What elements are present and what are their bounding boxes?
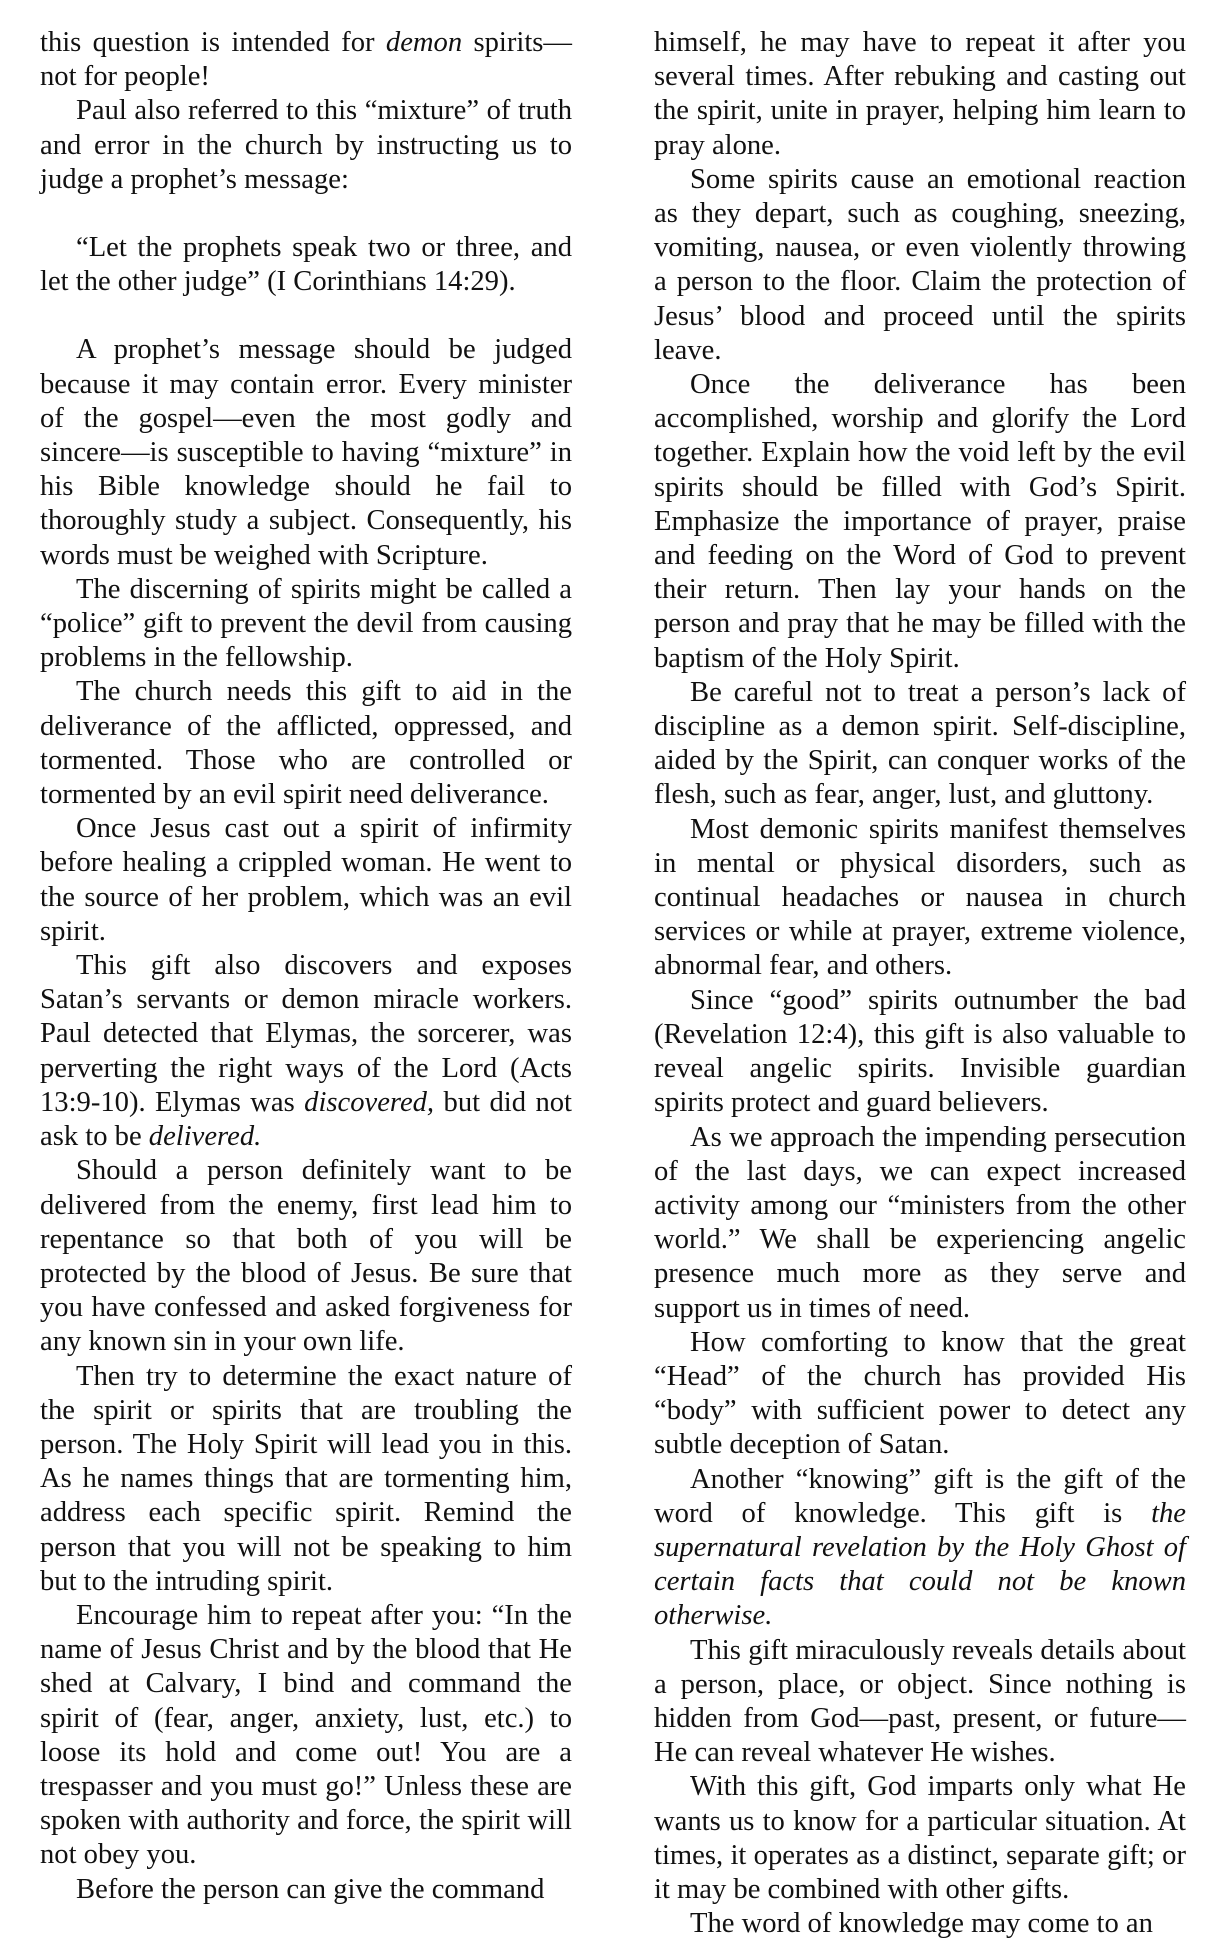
- paragraph: As we approach the impending persecution of the last days, we can expect increased activity among our “ministers from the other world.” We shall be experiencing angelic presence much more as they serve and support us in times of need.: [654, 1121, 1186, 1324]
- paragraph: Another “knowing” gift is the gift of the word of knowledge. This gift is the supernatural revelation by the Holy Ghost of certain facts that could not be known otherwise.: [654, 1463, 1186, 1632]
- paragraph: The discerning of spirits might be called a “police” gift to prevent the devil from causing problems in the fellowship.: [40, 573, 572, 674]
- emphasis: the supernatural revelation by the Holy Ghost of certain facts that could not be known otherwise.: [654, 1497, 1186, 1632]
- paragraph: Be careful not to treat a person’s lack of discipline as a demon spirit. Self-discipline, aided by the Spirit, can conquer works of the flesh, such as fear, anger, lust, and gluttony.: [654, 676, 1186, 811]
- paragraph: With this gift, God imparts only what He wants us to know for a particular situation. At times, it operates as a distinct, separate gift; or it may be combined with other gifts.: [654, 1771, 1186, 1905]
- paragraph: himself, he may have to repeat it after you several times. After rebuking and casting out the spirit, unite in prayer, helping him learn to pray alone.: [654, 27, 1186, 161]
- paragraph: This gift miraculously reveals details about a person, place, or object. Since nothing is hidden from God—past, present, or future—He can reveal whatever He wishes.: [654, 1634, 1186, 1769]
- right-column: [654, 26, 1186, 1941]
- paragraph: This gift also discovers and exposes Satan’s servants or demon miracle workers. Paul detected that Elymas, the sorcerer, was perverting the right ways of the Lord (Acts 13:9-10). Elymas was discovered, but did not ask to be delivered.: [40, 950, 572, 1153]
- paragraph: Since “good” spirits outnumber the bad (Revelation 12:4), this gift is also valuable to reveal angelic spirits. Invisible guardian spirits protect and guard believers.: [654, 984, 1186, 1119]
- paragraph: Once the deliverance has been accomplished, worship and glorify the Lord together. Explain how the void left by the evil spirits should be filled with God’s Spirit. Emphasize the importance of prayer, praise and feeding on the Word of God to prevent their return. Then lay your hands on the person and pray that he may be filled with the baptism of the Holy Spirit.: [654, 369, 1186, 674]
- paragraph: A prophet’s message should be judged because it may contain error. Every minister of the gospel—even the most godly and sincere—is susceptible to having “mixture” in his Bible knowledge should he fail to thoroughly study a subject. Consequently, his words must be weighed with Scripture.: [40, 334, 572, 571]
- left-column: [40, 26, 572, 1907]
- paragraph: How comforting to know that the great “Head” of the church has provided His “body” with sufficient power to detect any subtle deception of Satan.: [654, 1326, 1186, 1461]
- emphasis: delivered.: [148, 1121, 262, 1153]
- scripture-quote: “Let the prophets speak two or three, and let the other judge” (I Corinthians 14:29).: [40, 232, 572, 298]
- paragraph: Once Jesus cast out a spirit of infirmity before healing a crippled woman. He went to the source of her problem, which was an evil spirit.: [40, 813, 572, 947]
- paragraph: Before the person can give the command: [76, 1873, 545, 1905]
- paragraph: Some spirits cause an emotional reaction as they depart, such as coughing, sneezing, vomiting, nausea, or even violently throwing a person to the floor. Claim the protection of Jesus’ blood and proceed until the spirits leave.: [654, 163, 1186, 366]
- emphasis: demon: [385, 27, 463, 58]
- paragraph: The church needs this gift to aid in the deliverance of the afflicted, oppressed, and tormented. Those who are controlled or tormented by an evil spirit need deliverance.: [40, 676, 572, 811]
- paragraph: Should a person definitely want to be delivered from the enemy, first lead him to repentance so that both of you will be protected by the blood of Jesus. Be sure that you have confessed and asked forgiveness for any known sin in your own life.: [40, 1155, 572, 1358]
- paragraph: Then try to determine the exact nature of the spirit or spirits that are troubling the person. The Holy Spirit will lead you in this. As he names things that are tormenting him, address each specific spirit. Remind the person that you will not be speaking to him but to the intruding spirit.: [40, 1360, 572, 1597]
- paragraph: The word of knowledge may come to an: [690, 1908, 1153, 1940]
- paragraph: Paul also referred to this “mixture” of truth and error in the church by instructing us to judge a prophet’s message:: [40, 95, 572, 195]
- emphasis: discovered,: [304, 1086, 435, 1118]
- paragraph: this question is intended for demon spirits—not for people!: [40, 27, 572, 93]
- paragraph: Encourage him to repeat after you: “In the name of Jesus Christ and by the blood that He shed at Calvary, I bind and command the spirit of (fear, anger, anxiety, lust, etc.) to loose its hold and come out! You are a trespasser and you must go!” Unless these are spoken with authority and force, the spirit will not obey you.: [40, 1599, 572, 1871]
- paragraph: Most demonic spirits manifest themselves in mental or physical disorders, such as continual headaches or nausea in church services or while at prayer, extreme violence, abnormal fear, and others.: [654, 813, 1186, 982]
